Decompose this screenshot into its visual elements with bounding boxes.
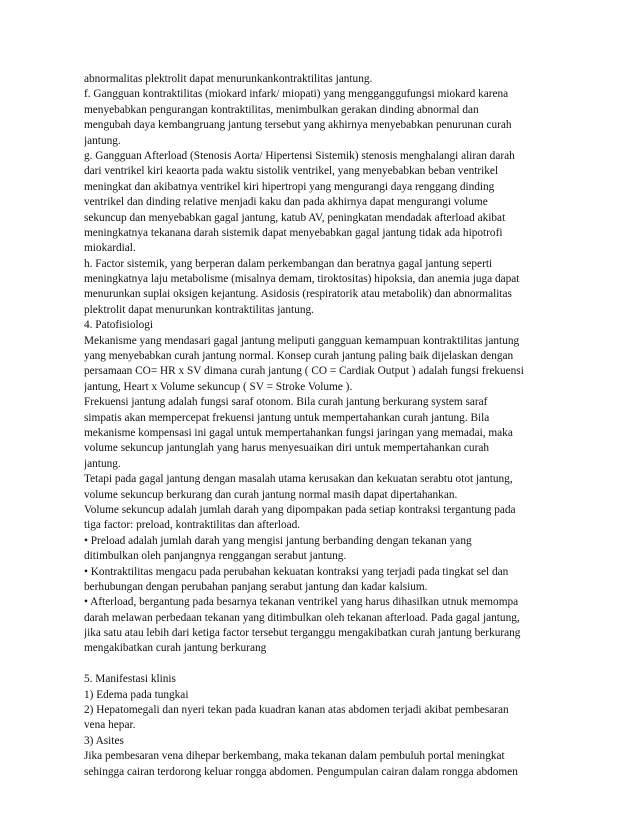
text-line: meningkatnya tekanana darah sistemik dapat menyebabkan gagal jantung tidak ada hipotrofi	[84, 226, 503, 239]
text-line: • Kontraktilitas mengacu pada perubahan kekuatan kontraksi yang terjadi pada tingkat sel dan	[84, 565, 509, 578]
text-line: sekuncup dan menyebabkan gagal jantung, katub AV, peningkatan mendadak afterload akibat	[84, 211, 506, 224]
text-line: berhubungan dengan perubahan panjang serabut jantung dan kadar kalsium.	[84, 580, 428, 593]
text-line: Volume sekuncup adalah jumlah darah yang dipompakan pada setiap kontraksi tergantung pada	[84, 503, 516, 516]
text-line: volume sekuncup jantunglah yang harus menyesuaikan diri untuk mempertahankan curah	[84, 442, 489, 455]
text-line: tiga factor: preload, kontraktilitas dan afterload.	[84, 519, 301, 532]
text-line: miokardial.	[84, 242, 136, 255]
document-page	[84, 72, 564, 780]
text-line: meningkatnya laju metabolisme (misalnya demam, tiroktositas) hipoksia, dan anemia juga dapat	[84, 273, 520, 286]
text-line: yang menyebabkan curah jantung normal. Konsep curah jantung paling baik dijelaskan dengan	[84, 350, 514, 363]
text-line: mengakibatkan curah jantung berkurang	[84, 642, 267, 655]
paragraph-spacer	[84, 657, 564, 672]
text-line: Tetapi pada gagal jantung dengan masalah utama kerusakan dan kekuatan serabtu otot jantung,	[84, 473, 513, 486]
text-line: darah melawan perbedaan tekanan yang ditimbulkan oleh tekanan afterload. Pada gagal jantung,	[84, 611, 520, 624]
text-line: 1) Edema pada tungkai	[84, 688, 189, 701]
text-line: dari ventrikel kiri keaorta pada waktu sistolik ventrikel, yang menyebabkan beban ventrikel	[84, 165, 499, 178]
text-line: sehingga cairan terdorong keluar rongga abdomen. Pengumpulan cairan dalam rongga abdomen	[84, 765, 518, 778]
text-line: menyebabkan pengurangan kontraktilitas, menimbulkan gerakan dinding abnormal dan	[84, 103, 479, 116]
text-line: ventrikel dan dinding relative menjadi kaku dan pada akhirnya dapat mengurangi volume	[84, 196, 488, 209]
text-line: Frekuensi jantung adalah fungsi saraf otonom. Bila curah jantung berkurang system saraf	[84, 396, 488, 409]
text-line: Jika pembesaran vena dihepar berkembang, maka tekanan dalam pembuluh portal meningkat	[84, 750, 505, 763]
text-line: f. Gangguan kontraktilitas (miokard infark/ miopati) yang mengganggufungsi miokard karena	[84, 88, 509, 101]
text-line: 5. Manifestasi klinis	[84, 673, 176, 686]
text-line: • Preload adalah jumlah darah yang mengisi jantung berbanding dengan tekanan yang	[84, 534, 472, 547]
text-line: 3) Asites	[84, 734, 124, 747]
text-line: 4. Patofisiologi	[84, 319, 154, 332]
text-line: Mekanisme yang mendasari gagal jantung meliputi gangguan kemampuan kontraktilitas jantung	[84, 334, 520, 347]
text-line: vena hepar.	[84, 719, 136, 732]
text-line: volume sekuncup berkurang dan curah jantung normal masih dapat dipertahankan.	[84, 488, 458, 501]
text-line: mekanisme kompensasi ini gagal untuk mempertahankan fungsi jaringan yang memadai, maka	[84, 426, 513, 439]
text-line: jika satu atau lebih dari ketiga factor tersebut terganggu mengakibatkan curah jantung berkurang	[84, 627, 521, 640]
text-line: • Afterload, bergantung pada besarnya tekanan ventrikel yang harus dihasilkan utnuk memompa	[84, 596, 519, 609]
text-line: meningkat dan akibatnya ventrikel kiri hipertropi yang mengurangi daya renggang dinding	[84, 180, 495, 193]
text-line: jantung.	[84, 134, 121, 147]
text-line: g. Gangguan Afterload (Stenosis Aorta/ Hipertensi Sistemik) stenosis menghalangi aliran darah	[84, 149, 515, 162]
text-line: ditimbulkan oleh panjangnya renggangan serabut jantung.	[84, 550, 347, 563]
text-line: jantung, Heart x Volume sekuncup ( SV = Stroke Volume ).	[84, 380, 353, 393]
text-line: mengubah daya kembangruang jantung tersebut yang akhirnya menyebabkan penurunan curah	[84, 119, 512, 132]
text-line: simpatis akan mempercepat frekuensi jantung untuk mempertahankan curah jantung. Bila	[84, 411, 490, 424]
text-line: plektrolit dapat menurunkan kontraktilitas jantung.	[84, 303, 314, 316]
text-line: menurunkan suplai oksigen kejantung. Asidosis (respiratorik atau metabolik) dan abnormalitas	[84, 288, 512, 301]
text-line: h. Factor sistemik, yang berperan dalam perkembangan dan beratnya gagal jantung seperti	[84, 257, 493, 270]
text-line: abnormalitas plektrolit dapat menurunkankontraktilitas jantung.	[84, 73, 373, 85]
text-line: persamaan CO= HR x SV dimana curah jantung ( CO = Cardiak Output ) adalah fungsi frekuensi	[84, 365, 524, 378]
text-line: 2) Hepatomegali dan nyeri tekan pada kuadran kanan atas abdomen terjadi akibat pembesaran	[84, 704, 509, 717]
text-line: jantung.	[84, 457, 121, 470]
